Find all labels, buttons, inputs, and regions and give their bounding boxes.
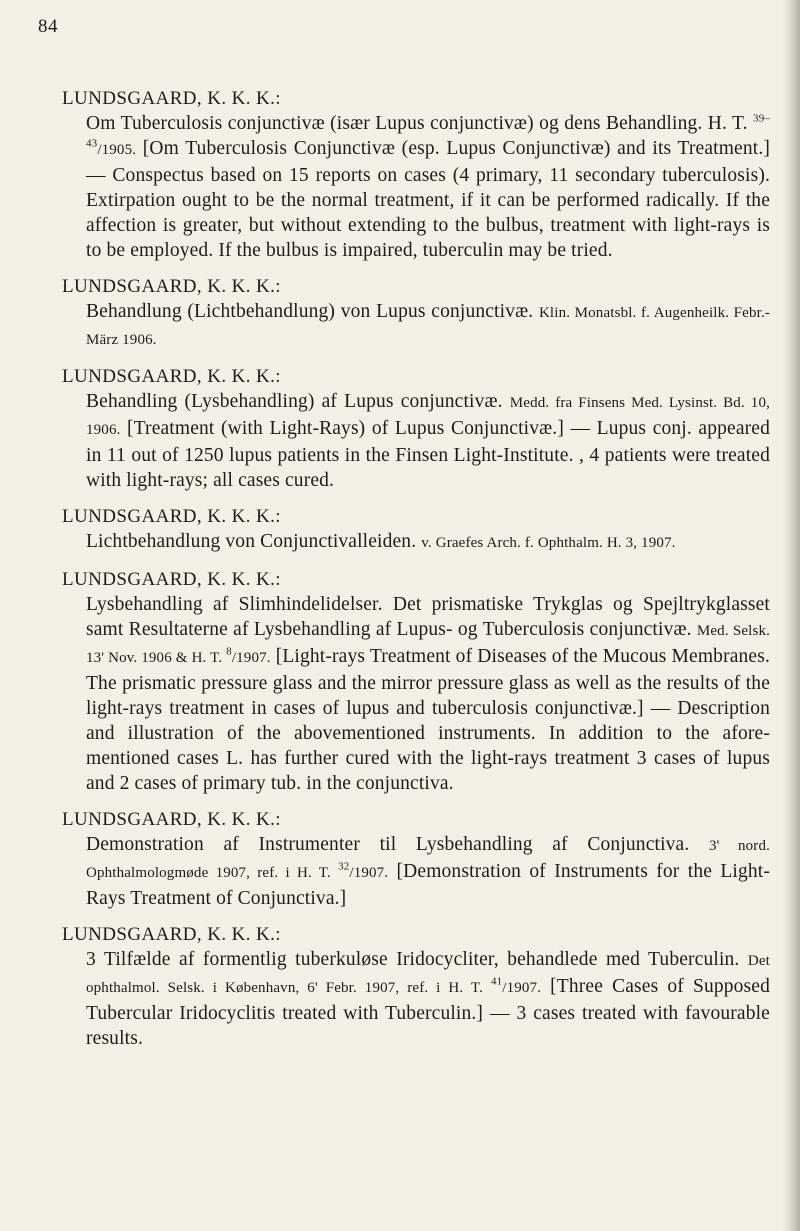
citation-source: Det ophthalmol. Selsk. i København, 6' Febr. 1907, ref. i H. T. (86, 953, 770, 996)
entry-text-segment: Behandlung (Lichtbehandlung) von Lupus conjunctivæ. (86, 301, 539, 322)
citation-source: 3' nord. Ophthalmologmøde 1907, ref. i H. T. (86, 838, 770, 881)
citation-source: Klin. Monatsbl. f. Augenheilk. Febr.-März 1906. (86, 305, 770, 348)
entry-text-segment: Om Tuberculosis conjunctivæ (især Lupus conjunctivæ) og dens Behandling. H. T. (86, 113, 754, 134)
entry-text-segment: Demonstration af Instrumenter til Lysbehandling af Conjunctiva. (86, 834, 709, 855)
entry-text (62, 389, 770, 493)
bibliography-entry (62, 86, 770, 263)
entry-text-segment: Lichtbehandlung von Conjunctivalleiden. (86, 531, 422, 552)
citation-source: v. Graefes Arch. f. Ophthalm. H. 3, 1907. (421, 535, 676, 551)
entry-text-segment: [Light-rays Treatment of Diseases of the Mucous Membranes. The prismatic pressure glass and the mirror pressure glass as well as the results of the light-rays treatment in cases of lupus and tuberculosis conjunctivæ.] — Description and illustration of the abovementioned instruments. In addition to the afore-mentioned cases L. has further cured with the light-rays treatment 3 cases of lupus and 2 cases of primary tub. in the conjunctiva. (86, 646, 770, 794)
entry-author: LUNDSGAARD, K. K. K.: (62, 506, 281, 527)
citation-source: /1907. (349, 865, 389, 881)
entry-author: LUNDSGAARD, K. K. K.: (62, 276, 281, 297)
entry-text (62, 299, 770, 353)
citation-source: /1907. (231, 650, 271, 666)
reference-superscript: 8 (226, 645, 232, 658)
entry-text (62, 592, 770, 796)
entry-text (62, 832, 770, 911)
entry-text-segment: [Treatment (with Light-Rays) of Lupus Conjunctivæ.] — Lupus conj. appeared in 11 out of 1250 lupus patients in the Finsen Light-Institute. , 4 patients were treated with light-rays; all cases cured. (86, 418, 770, 491)
entry-text (62, 111, 770, 263)
citation-source: Med. Selsk. 13' Nov. 1906 & H. T. (86, 623, 770, 666)
bibliography-entry (62, 922, 770, 1051)
entry-author: LUNDSGAARD, K. K. K.: (62, 88, 281, 109)
bibliography-entry (62, 504, 770, 556)
citation-source: /1907. (502, 980, 542, 996)
entry-author: LUNDSGAARD, K. K. K.: (62, 366, 281, 387)
entry-author: LUNDSGAARD, K. K. K.: (62, 569, 281, 590)
page-number: 84 (38, 16, 58, 37)
reference-superscript: 39–43 (86, 112, 770, 150)
bibliography-entry (62, 567, 770, 796)
entry-text-segment: [Demonstration of Instruments for the Light-Rays Treatment of Conjunctiva.] (86, 861, 770, 909)
entry-text (62, 529, 770, 556)
citation-source: Medd. fra Finsens Med. Lysinst. Bd. 10, 1906. (86, 395, 771, 438)
entry-author: LUNDSGAARD, K. K. K.: (62, 809, 281, 830)
entry-text-segment: Behandling (Lysbehandling) af Lupus conjunctivæ. (86, 391, 510, 412)
entry-text-segment: [Om Tuberculosis Conjunctivæ (esp. Lupus Conjunctivæ) and its Treatment.] — Conspectus based on 15 reports on cases (4 primary, 11 secondary tuberculosis). Extirpation ought to be the normal treatment, if it can be performed radically. If the affection is greater, but without extending to the bulbus, treatment with light-rays is to be employed. If the bulbus is impaired, tuberculin may be tried. (86, 138, 770, 261)
entry-text-segment: Lysbehandling af Slimhindelidelser. Det prismatiske Trykglas og Spejltrykglasset samt Resultaterne af Lysbehandling af Lupus- og Tuberculosis conjunctivæ. (86, 594, 770, 640)
entry-text-segment: 3 Tilfælde af formentlig tuberkuløse Iridocycliter, behandlede med Tuberculin. (86, 949, 748, 970)
citation-source: /1905. (97, 142, 137, 158)
entry-text-segment: [Three Cases of Supposed Tubercular Iridocyclitis treated with Tuberculin.] — 3 cases treated with favourable results. (86, 976, 770, 1049)
bibliography-entry (62, 364, 770, 493)
reference-superscript: 41 (490, 975, 503, 988)
page-edge-shadow (782, 0, 800, 1231)
entry-author: LUNDSGAARD, K. K. K.: (62, 924, 281, 945)
bibliography-list (62, 86, 770, 1062)
bibliography-entry (62, 807, 770, 911)
bibliography-entry (62, 274, 770, 353)
entry-text (62, 947, 770, 1051)
reference-superscript: 32 (338, 860, 350, 873)
